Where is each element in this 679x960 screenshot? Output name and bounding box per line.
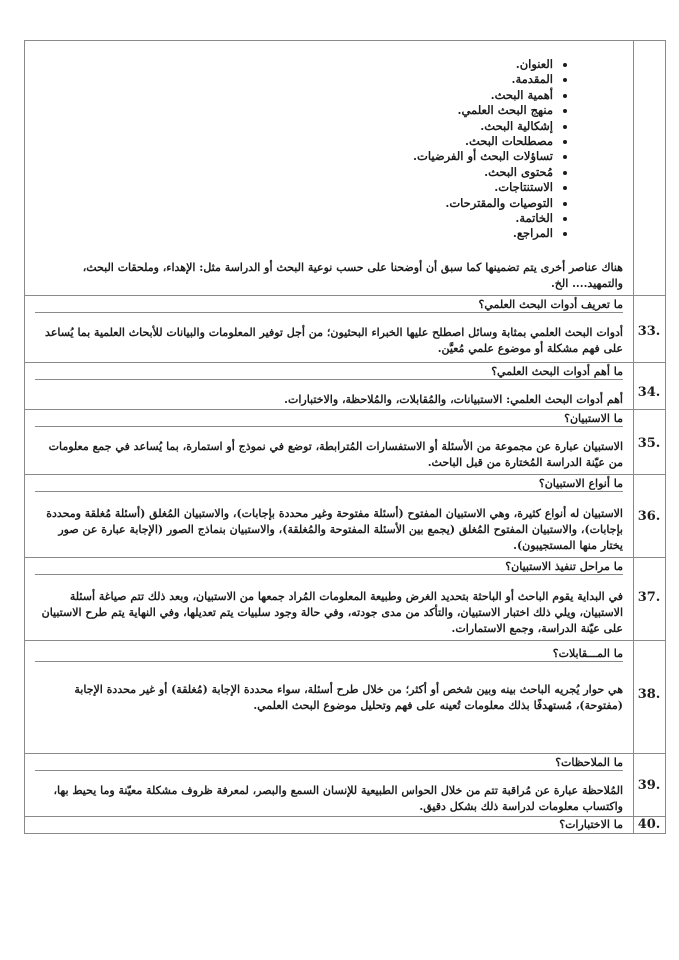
table-row xyxy=(25,475,665,557)
question-text: ما مراحل تنفيذ الاستبيان؟ xyxy=(35,560,623,575)
question-number: 33. xyxy=(637,324,661,339)
document-table xyxy=(24,40,666,834)
question-number: 38. xyxy=(637,687,661,702)
answer-text: الاستبيان له أنواع كثيرة، وهي الاستبيان المفتوح (أسئلة مفتوحة وغير محددة بإجابات)، والاستبيان المُغلق (أسئلة مُغلقة ومحددة بإجابات)، والاستبيان المفتوح المُغلق (يجمع بين الأسئلة المفتوحة والمُغلقة)، والاستبيان بنماذج الصور (الإجابة عبارة عن صور يختار منها المستجيبون). xyxy=(46,507,623,552)
list-item: • العنوان. xyxy=(35,57,553,72)
question-text: ما الاختبارات؟ xyxy=(559,818,623,831)
list-item: • الخاتمة. xyxy=(35,211,553,226)
table-row xyxy=(25,296,665,362)
answer-text: في البداية يقوم الباحث أو الباحثة بتحديد الغرض وطبيعة المعلومات المُراد جمعها من الاستبيان، وبعد ذلك تتم صياغة أسئلة الاستبيان، ويلي ذلك اختبار الاستبيان، والتأكد من مدى جودته، وفي حالة وجود سلبيات يتم تعديلها، وفي النهاية يتم طرح الاستبيان على عيّنة الدراسة، وجمع الاستمارات. xyxy=(41,590,623,635)
answer-text: الاستبيان عبارة عن مجموعة من الأسئلة أو الاستفسارات المُترابطة، توضع في نموذج أو استمارة، بما يُساعد في جمع معلومات من عيّنة الدراسة المُختارة من قبل الباحث. xyxy=(48,440,623,469)
table-row xyxy=(25,817,665,834)
question-number: 37. xyxy=(637,590,661,605)
research-elements-list xyxy=(35,57,623,242)
answer-text: أهم أدوات البحث العلمي: الاستبيانات، والمُقابلات، والمُلاحظة، والاختبارات. xyxy=(284,393,623,406)
table-row xyxy=(25,410,665,474)
answer-text: هي حوار يُجريه الباحث بينه وبين شخص أو أكثر؛ من خلال طرح أسئلة، سواء محددة الإجابة (مُغلقة) أو غير محددة الإجابة (مفتوحة)، مُستهدفًا بذلك معلومات تُعينه على فهم وتحليل موضوع البحث العلمي. xyxy=(74,683,623,712)
list-item: • أهمية البحث. xyxy=(35,88,553,103)
list-item: • منهج البحث العلمي. xyxy=(35,103,553,118)
answer-text: المُلاحظة عبارة عن مُراقبة تتم من خلال الحواس الطبيعية للإنسان السمع والبصر، لمعرفة ظروف مشكلة معيّنة وما يحيط بها، واكتساب معلومات لدراسة ذلك بشكل دقيق. xyxy=(53,784,623,813)
question-number: 40. xyxy=(637,817,661,832)
list-item: • مُحتوى البحث. xyxy=(35,165,553,180)
list-item: • إشكالية البحث. xyxy=(35,119,553,134)
question-text: ما أهم أدوات البحث العلمي؟ xyxy=(35,365,623,380)
list-item: • التوصيات والمقترحات. xyxy=(35,196,553,211)
question-number: 34. xyxy=(637,385,661,400)
question-text: ما الاستبيان؟ xyxy=(35,412,623,427)
question-number: 35. xyxy=(637,436,661,451)
question-number: 39. xyxy=(637,778,661,793)
table-row xyxy=(25,754,665,816)
extra-elements-note: هناك عناصر أخرى يتم تضمينها كما سبق أن أوضحنا على حسب نوعية البحث أو الدراسة مثل: الإهداء، وملحقات البحث، والتمهيد.... الخ. xyxy=(82,260,623,290)
list-item: • المقدمة. xyxy=(35,72,553,87)
table-row xyxy=(25,558,665,640)
table-row xyxy=(25,641,665,753)
question-text: ما أنواع الاستبيان؟ xyxy=(35,477,623,492)
list-item: • الاستنتاجات. xyxy=(35,180,553,195)
list-item: • المراجع. xyxy=(35,226,553,241)
question-text: ما الملاحظات؟ xyxy=(35,756,623,771)
list-item: • تساؤلات البحث أو الفرضيات. xyxy=(35,149,553,164)
question-text: ما تعريف أدوات البحث العلمي؟ xyxy=(35,298,623,313)
question-text: ما المـــقابلات؟ xyxy=(35,647,623,662)
table-row xyxy=(25,363,665,409)
list-item: • مصطلحات البحث. xyxy=(35,134,553,149)
answer-text: أدوات البحث العلمي بمثابة وسائل اصطلح عليها الخبراء البحثيون؛ من أجل توفير المعلومات والبيانات للأبحاث العلمية بما يُساعد على فهم مشكلة أو موضوع علمي مُعيَّن. xyxy=(45,326,623,355)
intro-block xyxy=(35,57,623,292)
question-number: 36. xyxy=(637,509,661,524)
